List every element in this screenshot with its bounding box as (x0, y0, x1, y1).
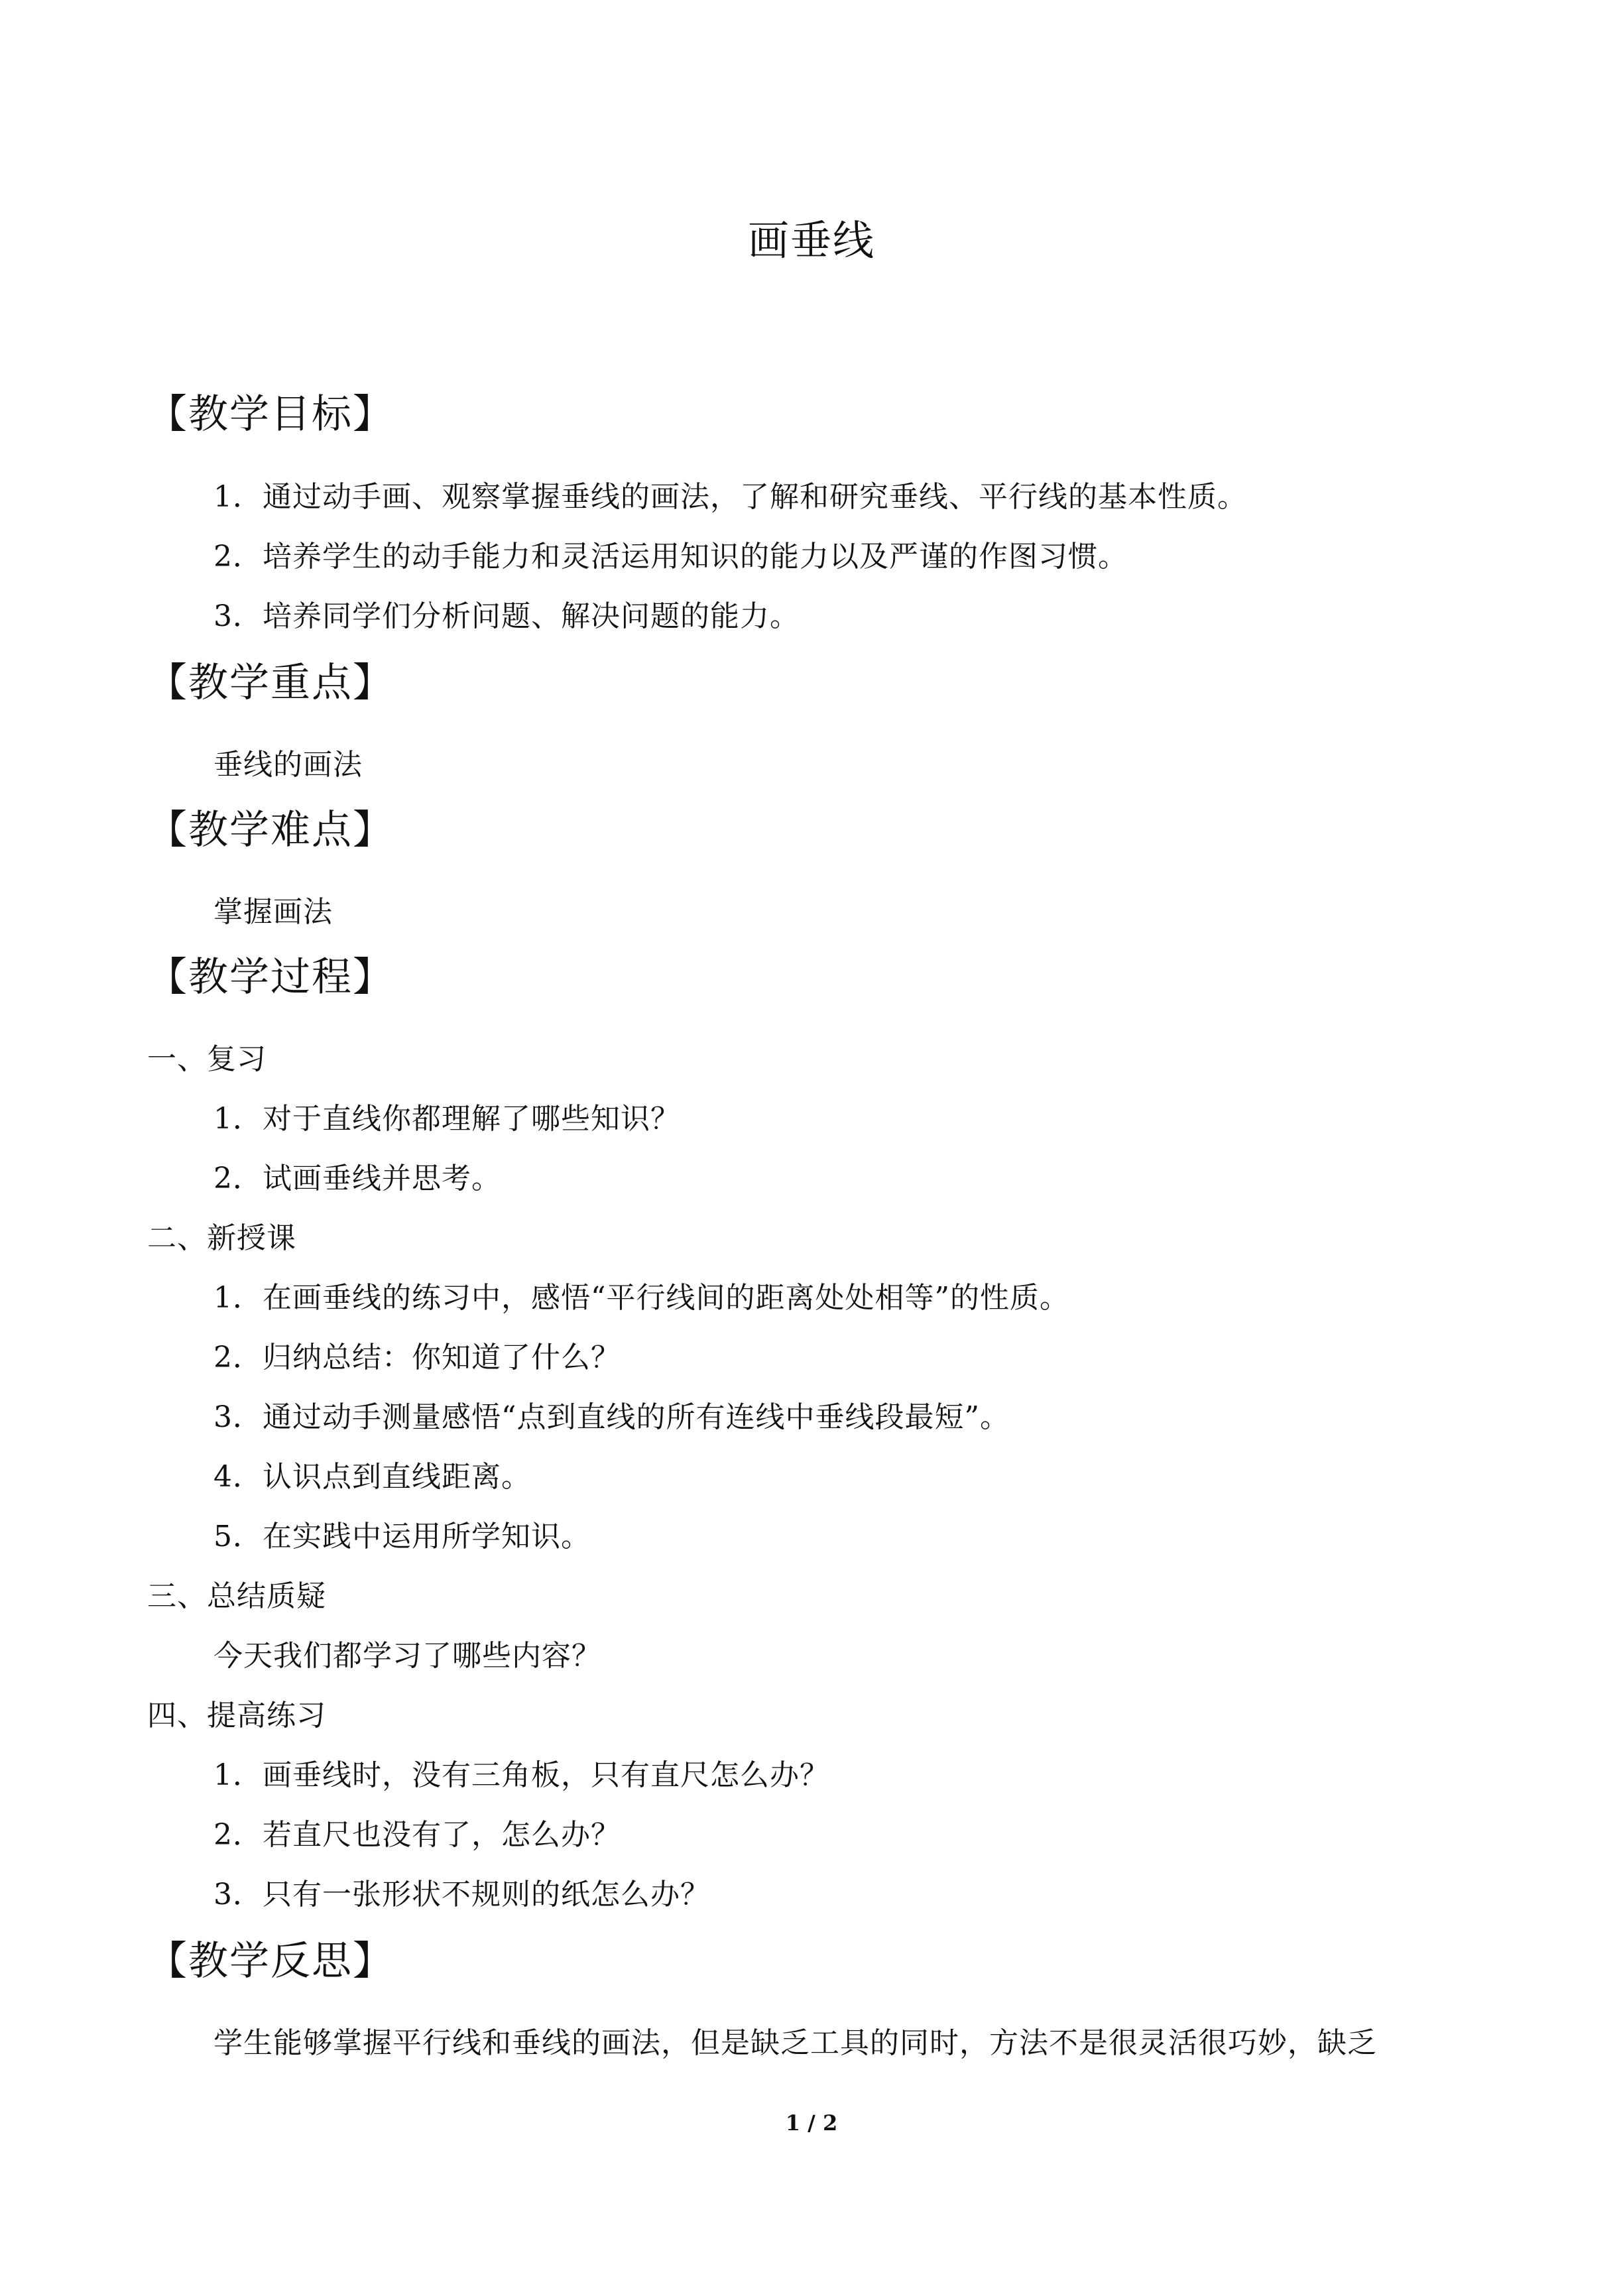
new-lesson-item: 4．认识点到直线距离。 (213, 1460, 531, 1494)
new-lesson-item: 3．通过动手测量感悟“点到直线的所有连线中垂线段最短”。 (213, 1400, 1010, 1434)
heading-key-points: 【教学重点】 (147, 660, 394, 706)
objective-item: 1．通过动手画、观察掌握垂线的画法，了解和研究垂线、平行线的基本性质。 (213, 480, 1247, 514)
practice-item: 2．若直尺也没有了，怎么办？ (213, 1818, 621, 1852)
summary-text: 今天我们都学习了哪些内容？ (213, 1639, 601, 1673)
key-points-text: 垂线的画法 (213, 748, 363, 782)
objective-item: 2．培养学生的动手能力和灵活运用知识的能力以及严谨的作图习惯。 (213, 540, 1128, 574)
reflection-text: 学生能够掌握平行线和垂线的画法，但是缺乏工具的同时，方法不是很灵活很巧妙，缺乏 (213, 2026, 1377, 2060)
review-item: 1．对于直线你都理解了哪些知识？ (213, 1102, 680, 1136)
review-item: 2．试画垂线并思考。 (213, 1162, 501, 1195)
heading-process: 【教学过程】 (147, 954, 394, 1000)
new-lesson-item: 1．在画垂线的练习中，感悟“平行线间的距离处处相等”的性质。 (213, 1281, 1069, 1315)
heading-objectives: 【教学目标】 (147, 391, 394, 438)
objective-item: 3．培养同学们分析问题、解决问题的能力。 (213, 599, 800, 633)
difficulties-text: 掌握画法 (213, 895, 333, 929)
new-lesson-item: 2．归纳总结：你知道了什么？ (213, 1341, 621, 1374)
process-review-title: 一、复习 (147, 1042, 267, 1076)
process-practice-title: 四、提高练习 (147, 1699, 326, 1732)
new-lesson-item: 5．在实践中运用所学知识。 (213, 1520, 591, 1553)
heading-reflection: 【教学反思】 (147, 1938, 394, 1984)
practice-item: 1．画垂线时，没有三角板，只有直尺怎么办？ (213, 1758, 829, 1792)
document-title: 画垂线 (747, 216, 875, 265)
process-new-lesson-title: 二、新授课 (147, 1221, 296, 1255)
heading-difficulties: 【教学难点】 (147, 807, 394, 853)
page-number: 1 / 2 (785, 2110, 838, 2136)
practice-item: 3．只有一张形状不规则的纸怎么办？ (213, 1878, 710, 1911)
process-summary-title: 三、总结质疑 (147, 1579, 326, 1613)
